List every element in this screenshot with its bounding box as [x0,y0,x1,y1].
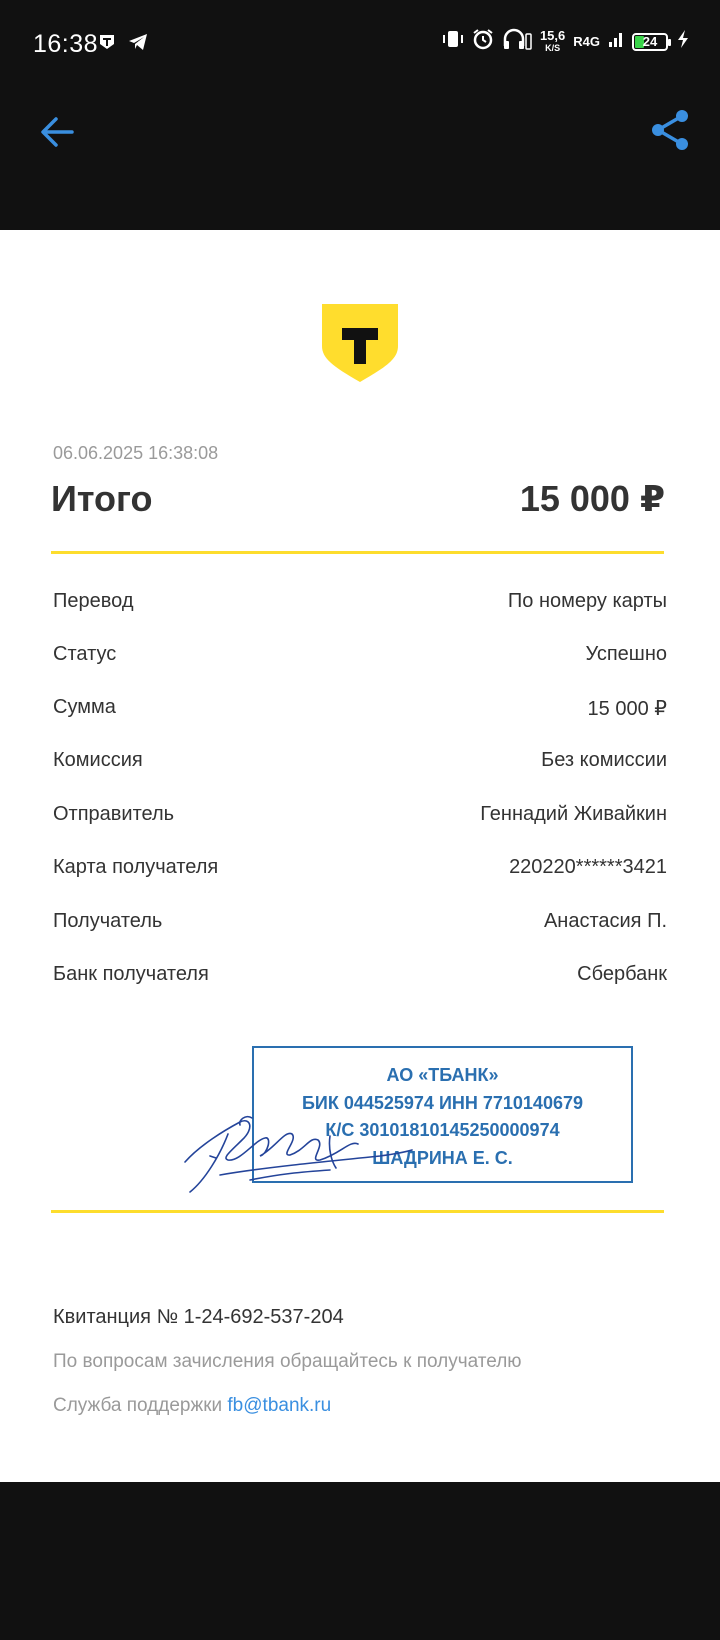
back-button[interactable] [36,110,80,154]
speed-value: 15,6 [539,27,566,43]
row-value: По номеру карты [507,590,667,612]
row-status [53,643,667,673]
row-label: Перевод [53,590,134,612]
row-amount [53,696,667,726]
receipt-card [0,230,720,1482]
battery-level: 24 [642,33,658,49]
row-label: Статус [53,643,117,665]
signature [180,1100,420,1200]
vibrate-icon [442,29,464,54]
row-value: Геннадий Живайкин [480,803,667,825]
row-value: 220220******3421 [509,856,667,878]
stamp-line: БИК 044525974 ИНН 7710140679 [301,1092,583,1113]
row-label: Банк получателя [53,963,209,985]
row-value: 15 000 ₽ [587,698,667,720]
divider [51,551,664,554]
row-sender [53,803,667,833]
receipt-number: Квитанция № 1-24-692-537-204 [53,1306,344,1328]
arrow-left-icon [36,110,80,154]
row-value: Сбербанк [577,963,667,985]
status-time: 16:38 [33,30,99,58]
row-label: Комиссия [53,749,143,771]
status-bar [0,0,720,90]
tbank-notification-icon [98,33,116,56]
battery-icon [632,33,668,51]
row-label: Сумма [53,696,116,718]
total-amount: 15 000 ₽ [519,478,665,519]
receipt-datetime: 06.06.2025 16:38:08 [53,443,219,463]
share-icon [646,106,694,154]
headphones-icon [502,28,532,55]
row-recipient-card [53,856,667,886]
row-label: Получатель [53,910,163,932]
signal-icon [608,31,624,52]
total-label: Итого [51,478,153,519]
charging-icon [676,29,690,54]
row-commission [53,749,667,779]
row-value: Без комиссии [541,749,667,771]
support-email-link[interactable]: fb@tbank.ru [227,1395,332,1416]
support-line [53,1395,331,1417]
network-speed [539,27,566,54]
telegram-icon [128,33,148,56]
stamp-line: ШАДРИНА Е. С. [372,1147,513,1168]
network-type: R4G [573,34,600,49]
row-recipient-bank [53,963,667,993]
row-value: Анастасия П. [543,910,667,932]
stamp-line: АО «ТБАНК» [386,1065,499,1085]
row-label: Карта получателя [53,856,219,878]
speed-unit: K/S [545,42,561,53]
tbank-logo [322,304,398,382]
app-toolbar [0,90,720,230]
row-transfer [53,590,667,620]
divider [51,1210,664,1213]
receipt-note: По вопросам зачисления обращайтесь к получателю [53,1351,522,1372]
stamp-line: К/С 30101810145250000974 [325,1120,560,1140]
row-label: Отправитель [53,803,175,825]
row-recipient [53,910,667,940]
alarm-icon [472,28,494,55]
support-label: Служба поддержки [53,1395,228,1416]
row-value: Успешно [585,643,667,665]
share-button[interactable] [646,106,694,154]
